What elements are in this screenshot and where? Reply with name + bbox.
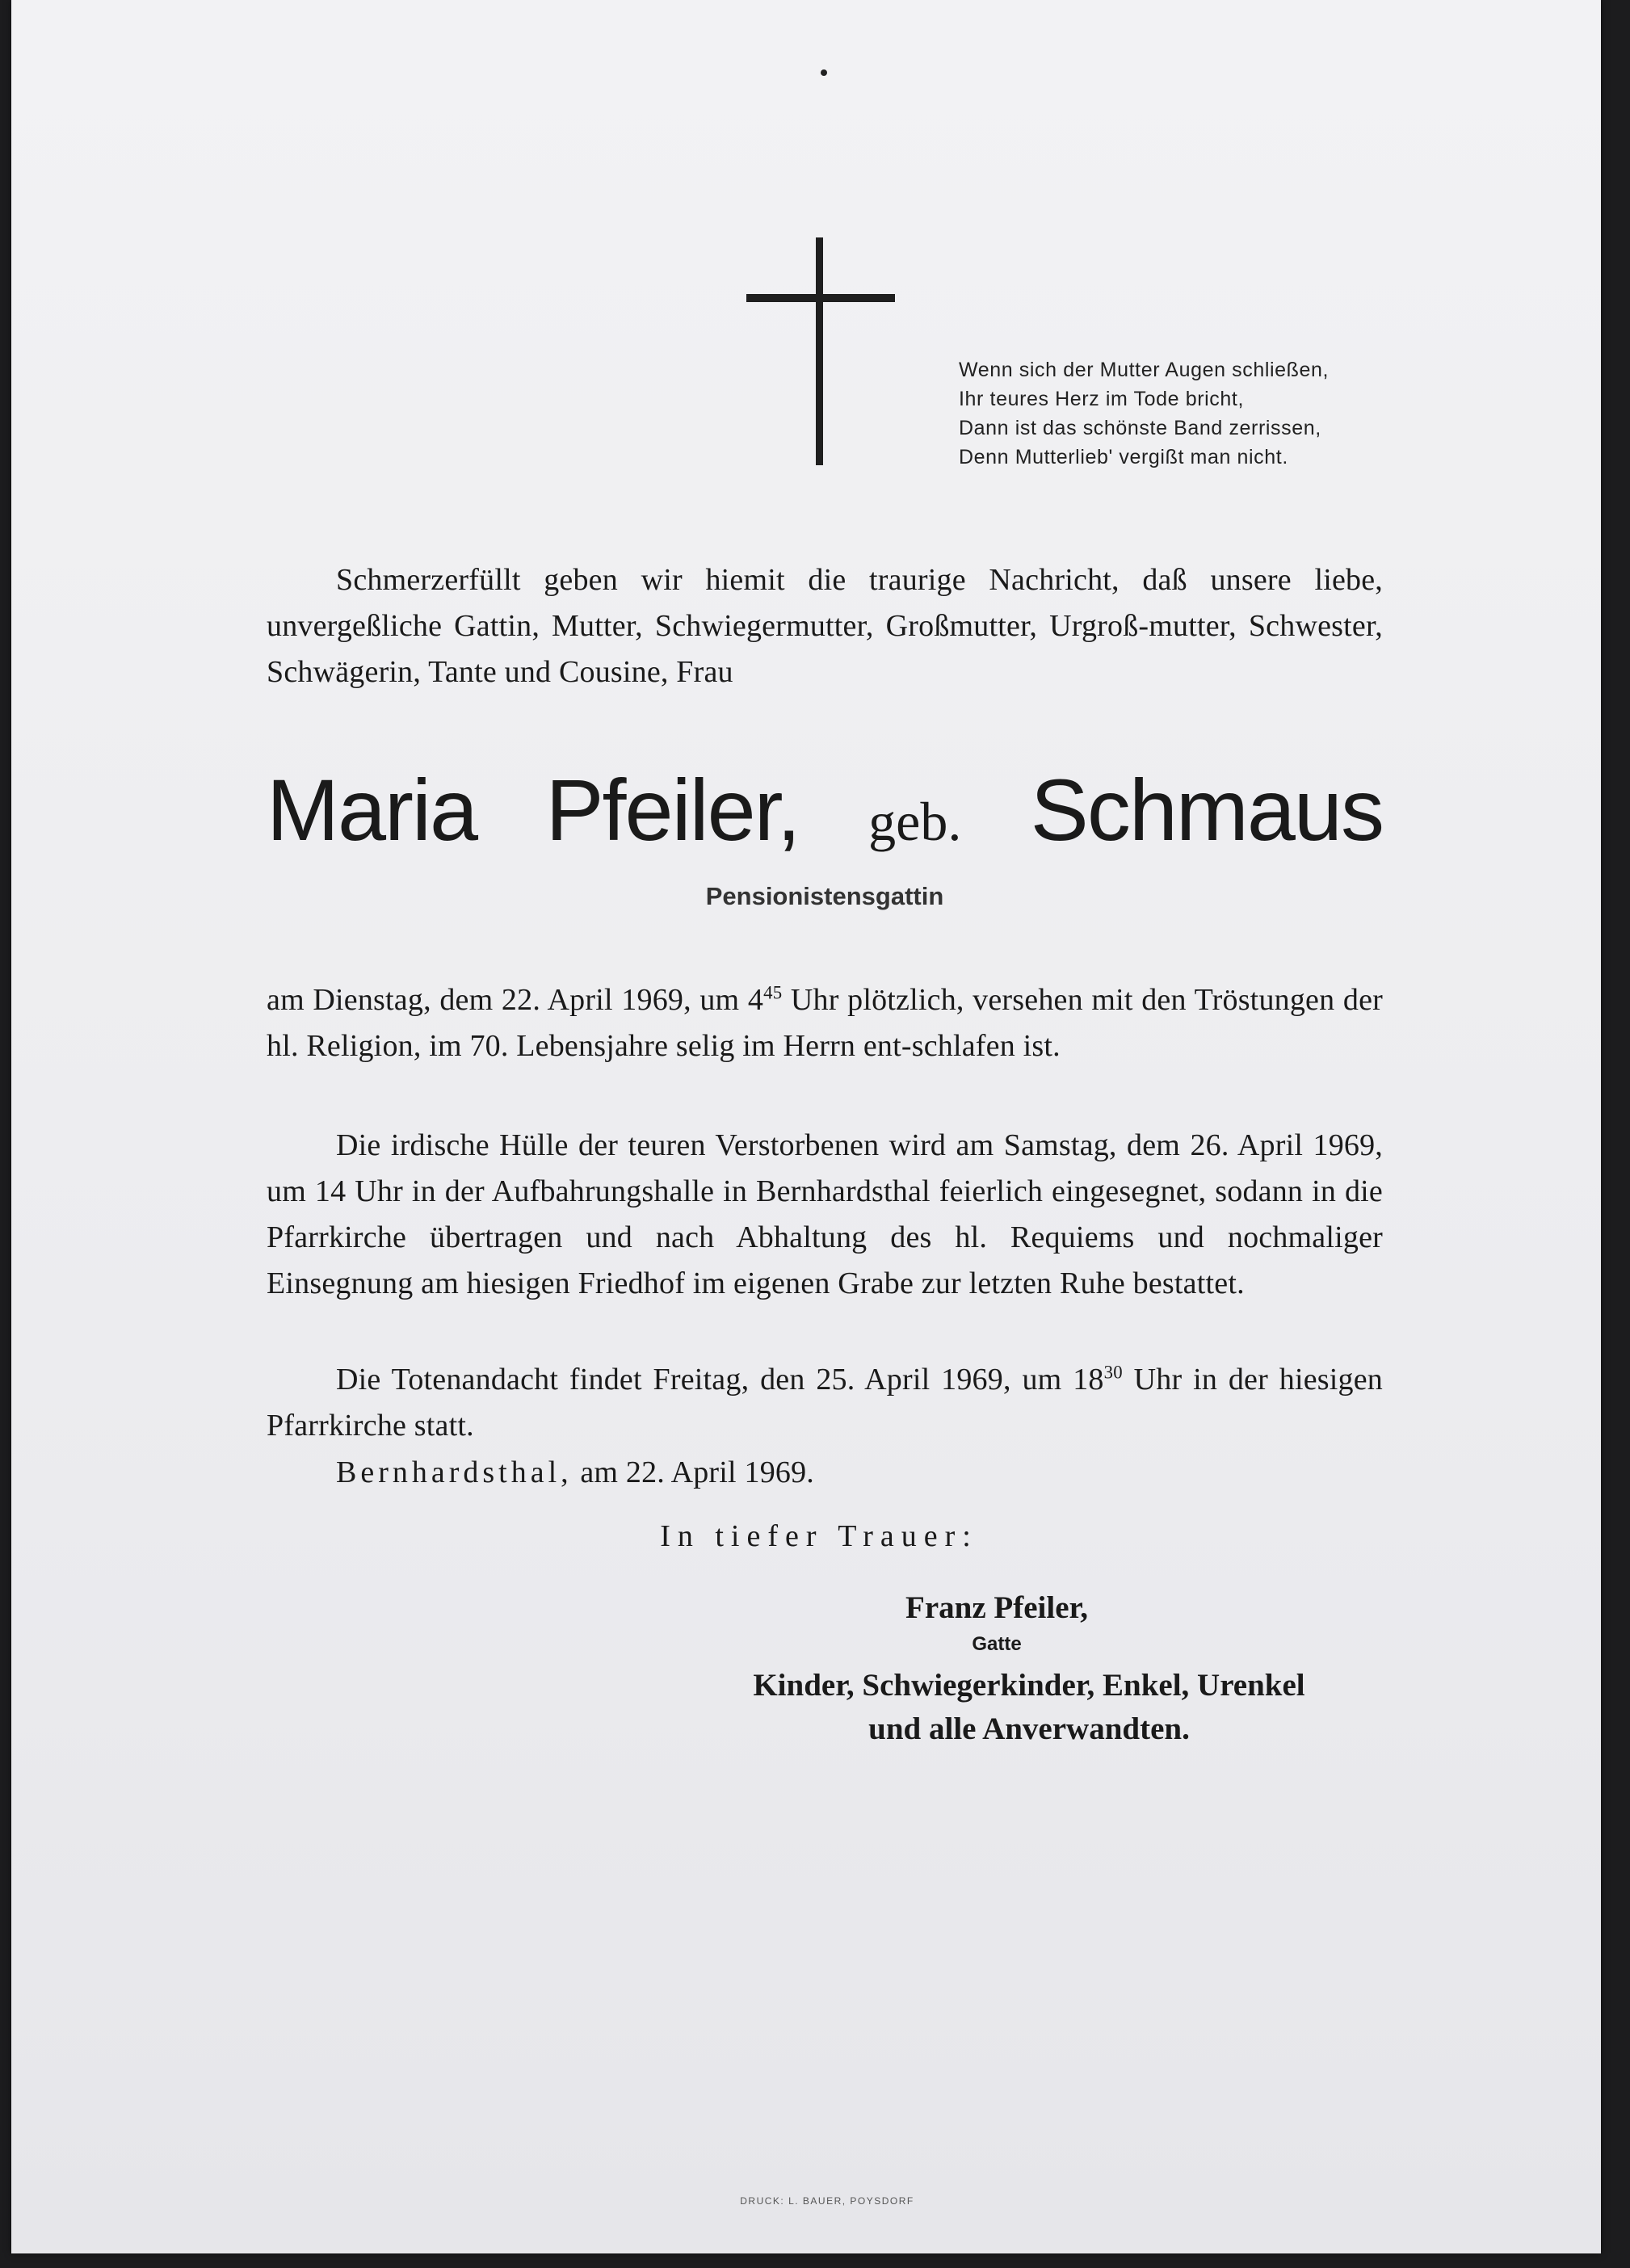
prayer-paragraph: Die Totenandacht findet Freitag, den 25. April 1969, um $18^{30}$ Uhr in der hiesigen Pfarrkirche statt. xyxy=(267,1362,1384,1443)
obituary-sheet xyxy=(11,0,1601,2253)
poem-line: Ihr teures Herz im Tode bricht, xyxy=(959,388,1244,410)
husband-role: Gatte xyxy=(972,1633,1022,1655)
intro-paragraph: Schmerzerfüllt geben wir hiemit die traurige Nachricht, daß unsere liebe, unvergeßliche Gattin, Mutter, Schwiegermutter, Großmutter, Urgroß-mutter, Schwester, Schwägerin, Tante und Cousine, Frau xyxy=(267,563,1383,689)
deceased-name xyxy=(267,759,1383,860)
death-paragraph: am Dienstag, dem 22. April 1969, um $4^{45}$ Uhr plötzlich, versehen mit den Tröstungen der hl. Religion, im 70. Lebensjahre selig im Herrn ent-schlafen ist. xyxy=(267,982,1383,1063)
first-name: Maria xyxy=(267,761,477,859)
occupation: Pensionistensgattin xyxy=(705,882,944,910)
printer-imprint: DRUCK: L. BAUER, POYSDORF xyxy=(740,2195,914,2207)
maiden-name: Schmaus xyxy=(1030,761,1383,859)
husband-name: Franz Pfeiler, xyxy=(905,1590,1088,1625)
memorial-poem xyxy=(959,355,1411,472)
family-line-1: Kinder, Schwiegerkinder, Enkel, Urenkel xyxy=(753,1668,1305,1703)
last-name: Pfeiler, xyxy=(545,761,800,859)
family-line-2: und alle Anverwandten. xyxy=(868,1712,1190,1746)
born-label: geb. xyxy=(868,791,962,852)
ink-dot xyxy=(821,69,827,76)
place: Bernhardsthal, xyxy=(336,1455,573,1489)
place-date xyxy=(267,1450,1383,1496)
poem-line: Denn Mutterlieb' vergißt man nicht. xyxy=(959,446,1288,468)
funeral-paragraph: Die irdische Hülle der teuren Verstorbenen wird am Samstag, dem 26. April 1969, um 14 Uhr in der Aufbahrungshalle in Bernhardsthal feierlich eingesegnet, sodann in die Pfarrkirche übertragen und nach Abhaltung des hl. Requiems und nochmaliger Einsegnung am hiesigen Friedhof im eigenen Grabe zur letzten Ruhe bestattet. xyxy=(267,1128,1383,1300)
date: am 22. April 1969. xyxy=(572,1455,814,1489)
poem-line: Wenn sich der Mutter Augen schließen, xyxy=(959,359,1330,381)
in-mourning-heading: In tiefer Trauer: xyxy=(660,1519,978,1553)
poem-line: Dann ist das schönste Band zerrissen, xyxy=(959,417,1321,439)
